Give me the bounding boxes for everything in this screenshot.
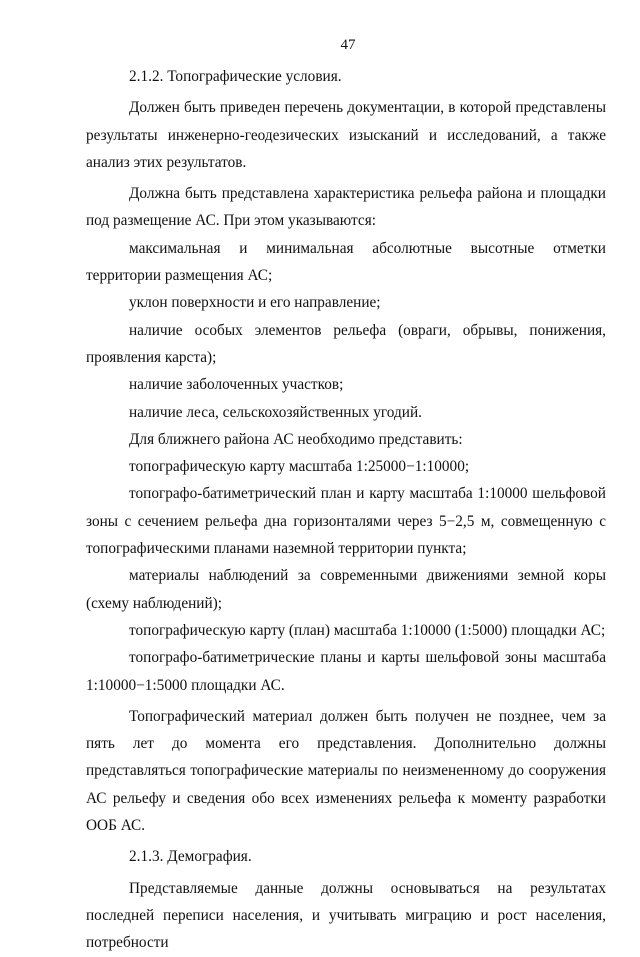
list-item: топографо-батиметрические планы и карты шельфовой зоны масштаба 1:10000−1:5000 площадки АС.	[86, 649, 606, 694]
paragraph: Должна быть представлена характеристика рельефа района и площадки под размещение АС. При этом указываются:	[86, 185, 606, 230]
list-item: уклон поверхности и его направление;	[129, 294, 381, 312]
list-item: топографическую карту масштаба 1:25000−1:10000;	[129, 458, 470, 476]
document-body	[86, 63, 606, 957]
list-item: максимальная и минимальная абсолютные высотные отметки территории размещения АС;	[86, 239, 606, 285]
section-heading-topography: 2.1.2. Топографические условия.	[129, 68, 342, 85]
section-heading-demography: 2.1.3. Демография.	[129, 848, 252, 866]
list-item: топографо-батиметрический план и карту масштаба 1:10000 шельфовой зоны с сечением рельефа дна горизонталями через 5−2,5 м, совмещенную с топографическими планами наземной территории пункта;	[86, 485, 606, 558]
list-item: наличие заболоченных участков;	[129, 376, 344, 394]
list-item: наличие леса, сельскохозяйственных угодий.	[129, 403, 422, 421]
paragraph: Топографический материал должен быть получен не позднее, чем за пять лет до момента его представления. Дополнительно должны представляться топографические материалы по неизмененному до сооружения АС рельефу и сведения обо всех изменениях рельефа к моменту разработки ООБ АС.	[86, 707, 606, 835]
paragraph: Представляемые данные должны основываться на результатах последней переписи населения, и учитывать миграцию и рост населения, потребности	[86, 879, 606, 952]
list-item: топографическую карту (план) масштаба 1:10000 (1:5000) площадки АС;	[129, 621, 606, 639]
list-item: наличие особых элементов рельефа (овраги, обрывы, понижения, проявления карста);	[86, 321, 606, 366]
paragraph: Для ближнего района АС необходимо представить:	[129, 430, 463, 448]
paragraph: Должен быть приведен перечень документации, в которой представлены результаты инженерно-геодезических изысканий и исследований, а также анализ этих результатов.	[86, 99, 606, 171]
list-item: материалы наблюдений за современными движениями земной коры (схему наблюдений);	[86, 567, 606, 612]
page-number: 47	[340, 37, 356, 53]
